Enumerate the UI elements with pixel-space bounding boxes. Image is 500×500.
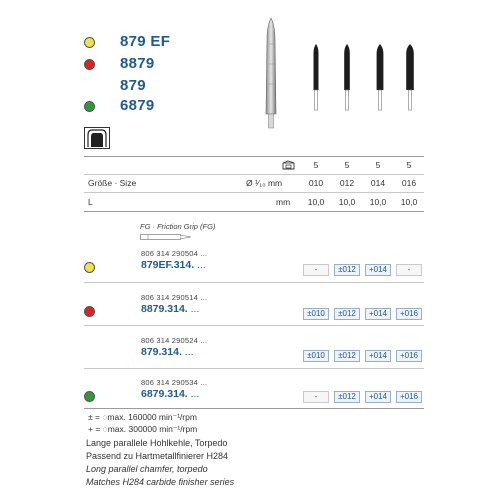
length-value: 10,0 [307,197,325,207]
pack-qty: 5 [406,160,412,170]
size-value: 010 [308,178,324,188]
length-value: 10,0 [400,197,418,207]
length-value: 10,0 [369,197,387,207]
description-line: Lange parallele Hohlkehle, Torpedo [86,438,228,448]
variant-dot-red [84,59,95,70]
availability-cell: - [303,391,329,403]
length-unit: mm [276,197,291,207]
preparation-shape-icon [84,127,110,149]
size-value: 014 [370,178,386,188]
pack-qty: 5 [313,160,319,170]
table-divider [84,156,424,157]
pack-qty: 5 [375,160,381,170]
description-line: Matches H284 carbide finisher series [86,477,235,487]
row-divider [84,368,424,369]
availability-cell: +014 [365,308,391,320]
row-divider [84,282,424,283]
availability-cell: +016 [396,350,422,362]
availability-cell: - [303,264,329,276]
variant-dot-green [84,101,95,112]
size-value: 016 [401,178,417,188]
availability-cell: +014 [365,391,391,403]
speed-legend: + = ◌max. 300000 min⁻¹/rpm [88,424,198,434]
product-dot-green [84,391,95,402]
article-number: 806 314 290504 ... [141,249,208,258]
article-number: 806 314 290514 ... [141,293,208,302]
product-code: 8879.314. ... [141,303,200,315]
product-code: 6879.314. ... [141,388,200,400]
length-label: L [88,197,93,207]
variant-dot-yellow [84,37,95,48]
variant-code: 879 EF [120,33,171,50]
product-code: 879EF.314. ... [141,259,206,271]
availability-cell: ±012 [334,391,360,403]
pack-qty: 5 [344,160,350,170]
bur-large-illustration [256,14,286,130]
size-value: 012 [339,178,355,188]
size-unit: Ø ¹⁄₁₀ mm [246,178,283,188]
product-dot-red [84,306,95,317]
row-divider [84,325,424,326]
speed-legend: ± = ◌max. 160000 min⁻¹/rpm [88,412,197,422]
availability-cell: ±012 [334,350,360,362]
bur-size-016-icon [402,42,418,114]
article-number: 806 314 290524 ... [141,336,208,345]
availability-cell: ±012 [334,264,360,276]
availability-cell: ±010 [303,308,329,320]
table-divider [84,211,424,212]
availability-cell: +014 [365,350,391,362]
shank-label: FG · Friction Grip (FG) [140,222,216,231]
bur-size-012-icon [340,42,354,114]
description-line: Long parallel chamfer, torpedo [86,464,208,474]
variant-code: 879 [120,77,146,94]
table-divider [84,174,424,175]
product-dot-yellow [84,262,95,273]
variant-code: 6879 [120,97,155,114]
availability-cell: ±010 [303,350,329,362]
length-value: 10,0 [338,197,356,207]
package-icon [282,160,295,170]
availability-cell: - [396,264,422,276]
availability-cell: +016 [396,308,422,320]
availability-cell: +016 [396,391,422,403]
bur-size-014-icon [372,42,388,114]
product-code: 879.314. ... [141,346,194,358]
availability-cell: +014 [365,264,391,276]
bur-size-010-icon [309,42,323,114]
fg-shank-icon [140,233,192,241]
table-divider [84,192,424,193]
article-number: 806 314 290534 ... [141,378,208,387]
description-line: Passend zu Hartmetallfinierer H284 [86,451,229,461]
variant-code: 8879 [120,55,155,72]
table-divider [84,408,424,409]
availability-cell: ±012 [334,308,360,320]
size-label: Größe · Size [88,178,137,188]
